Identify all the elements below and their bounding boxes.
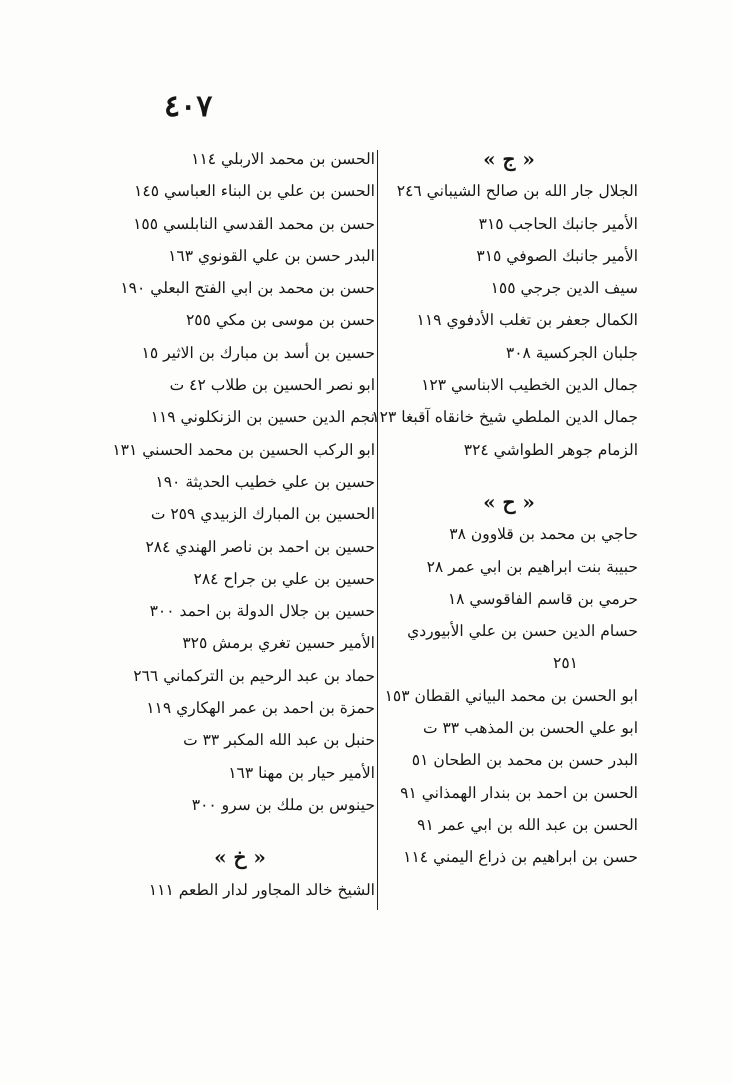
column-divider [377, 150, 378, 910]
index-entry: الحسن بن علي بن البناء العباسي ١٤٥ [134, 182, 375, 201]
section-heading-kha: « خ » [214, 845, 266, 870]
index-entry: الأمير جانبك الحاجب ٣١٥ [478, 214, 638, 233]
index-entry: الجلال جار الله بن صالح الشيباني ٢٤٦ [396, 182, 638, 201]
index-entry: الكمال جعفر بن تغلب الأدفوي ١١٩ [416, 311, 638, 330]
index-entry: الحسين بن المبارك الزبيدي ٢٥٩ ت [150, 505, 375, 524]
index-entry: حسين بن جلال الدولة بن احمد ٣٠٠ [149, 602, 375, 621]
index-entry: حينوس بن ملك بن سرو ٣٠٠ [191, 795, 375, 814]
index-entry: حسن بن محمد القدسي النابلسي ١٥٥ [133, 214, 375, 233]
index-entry: الحسن بن محمد الاربلي ١١٤ [191, 150, 375, 168]
index-entry: الأمير حيار بن مهنا ١٦٣ [228, 763, 375, 782]
index-entry: حسين بن احمد بن ناصر الهندي ٢٨٤ [145, 537, 375, 556]
right-column [371, 143, 638, 874]
index-entry: جمال الدين الملطي شيخ خانقاه آقبغا ١٢٣ [371, 408, 638, 427]
section-heading-ha: « ح » [483, 489, 535, 514]
index-entry: الحسن بن احمد بن بندار الهمذاني ٩١ [400, 783, 638, 802]
index-entry: حاجي بن محمد بن قلاوون ٣٨ [449, 525, 638, 544]
index-entry: حنبل بن عبد الله المكبر ٣٣ ت [183, 731, 375, 750]
index-entry: حمزة بن احمد بن عمر الهكاري ١١٩ [146, 699, 375, 718]
index-entry: ابو نصر الحسين بن طلاب ٤٢ ت [169, 376, 375, 395]
index-entry: نجم الدين حسين بن الزنكلوني ١١٩ [150, 408, 375, 427]
index-entry: حسن بن موسى بن مكي ٢٥٥ [185, 311, 375, 330]
index-entry: حسن بن محمد بن ابي الفتح البعلي ١٩٠ [120, 279, 375, 298]
index-entry: حرمي بن قاسم الفاقوسي ١٨ [447, 589, 638, 608]
index-entry: الزمام جوهر الطواشي ٣٢٤ [463, 440, 638, 459]
page-number: ٤٠٧ [164, 89, 213, 124]
index-entry: حبيبة بنت ابراهيم بن ابي عمر ٢٨ [426, 557, 638, 576]
index-entry: الأمير جانبك الصوفي ٣١٥ [476, 246, 638, 265]
index-entry: سيف الدين جرجي ١٥٥ [490, 279, 638, 298]
index-entry: الحسن بن عبد الله بن ابي عمر ٩١ [417, 815, 638, 834]
index-entry: البدر حسن بن محمد بن الطحان ٥١ [411, 751, 638, 770]
index-entry: حسن بن ابراهيم بن ذراع اليمني ١١٤ [403, 848, 638, 867]
index-entry: حسام الدين حسن بن علي الأبيوردي [407, 622, 638, 641]
index-entry: حسين بن أسد بن مبارك بن الاثير ١٥ [141, 343, 375, 362]
index-entry: ابو الركب الحسين بن محمد الحسني ١٣١ [112, 440, 375, 459]
left-column [105, 143, 375, 906]
index-entry: ابو الحسن بن محمد البياني القطان ١٥٣ [384, 686, 638, 705]
index-entry: حسين بن علي بن جراح ٢٨٤ [193, 569, 375, 588]
index-entry: ابو علي الحسن بن المذهب ٣٣ ت [422, 719, 638, 738]
index-entry: حماد بن عبد الرحيم بن التركماني ٢٦٦ [133, 666, 375, 685]
index-entry: الشيخ خالد المجاور لدار الطعم ١١١ [148, 880, 375, 899]
index-entry-continuation: ٢٥١ [553, 654, 578, 673]
index-entry: البدر حسن بن علي القونوي ١٦٣ [168, 246, 375, 265]
index-entry: جلبان الجركسية ٣٠٨ [505, 343, 638, 362]
index-entry: جمال الدين الخطيب الابناسي ١٢٣ [421, 376, 638, 395]
index-entry: حسين بن علي خطيب الحديثة ١٩٠ [155, 472, 375, 491]
index-entry: الأمير حسين تغري برمش ٣٢٥ [182, 634, 375, 653]
section-heading-jim: « ج » [483, 147, 535, 171]
